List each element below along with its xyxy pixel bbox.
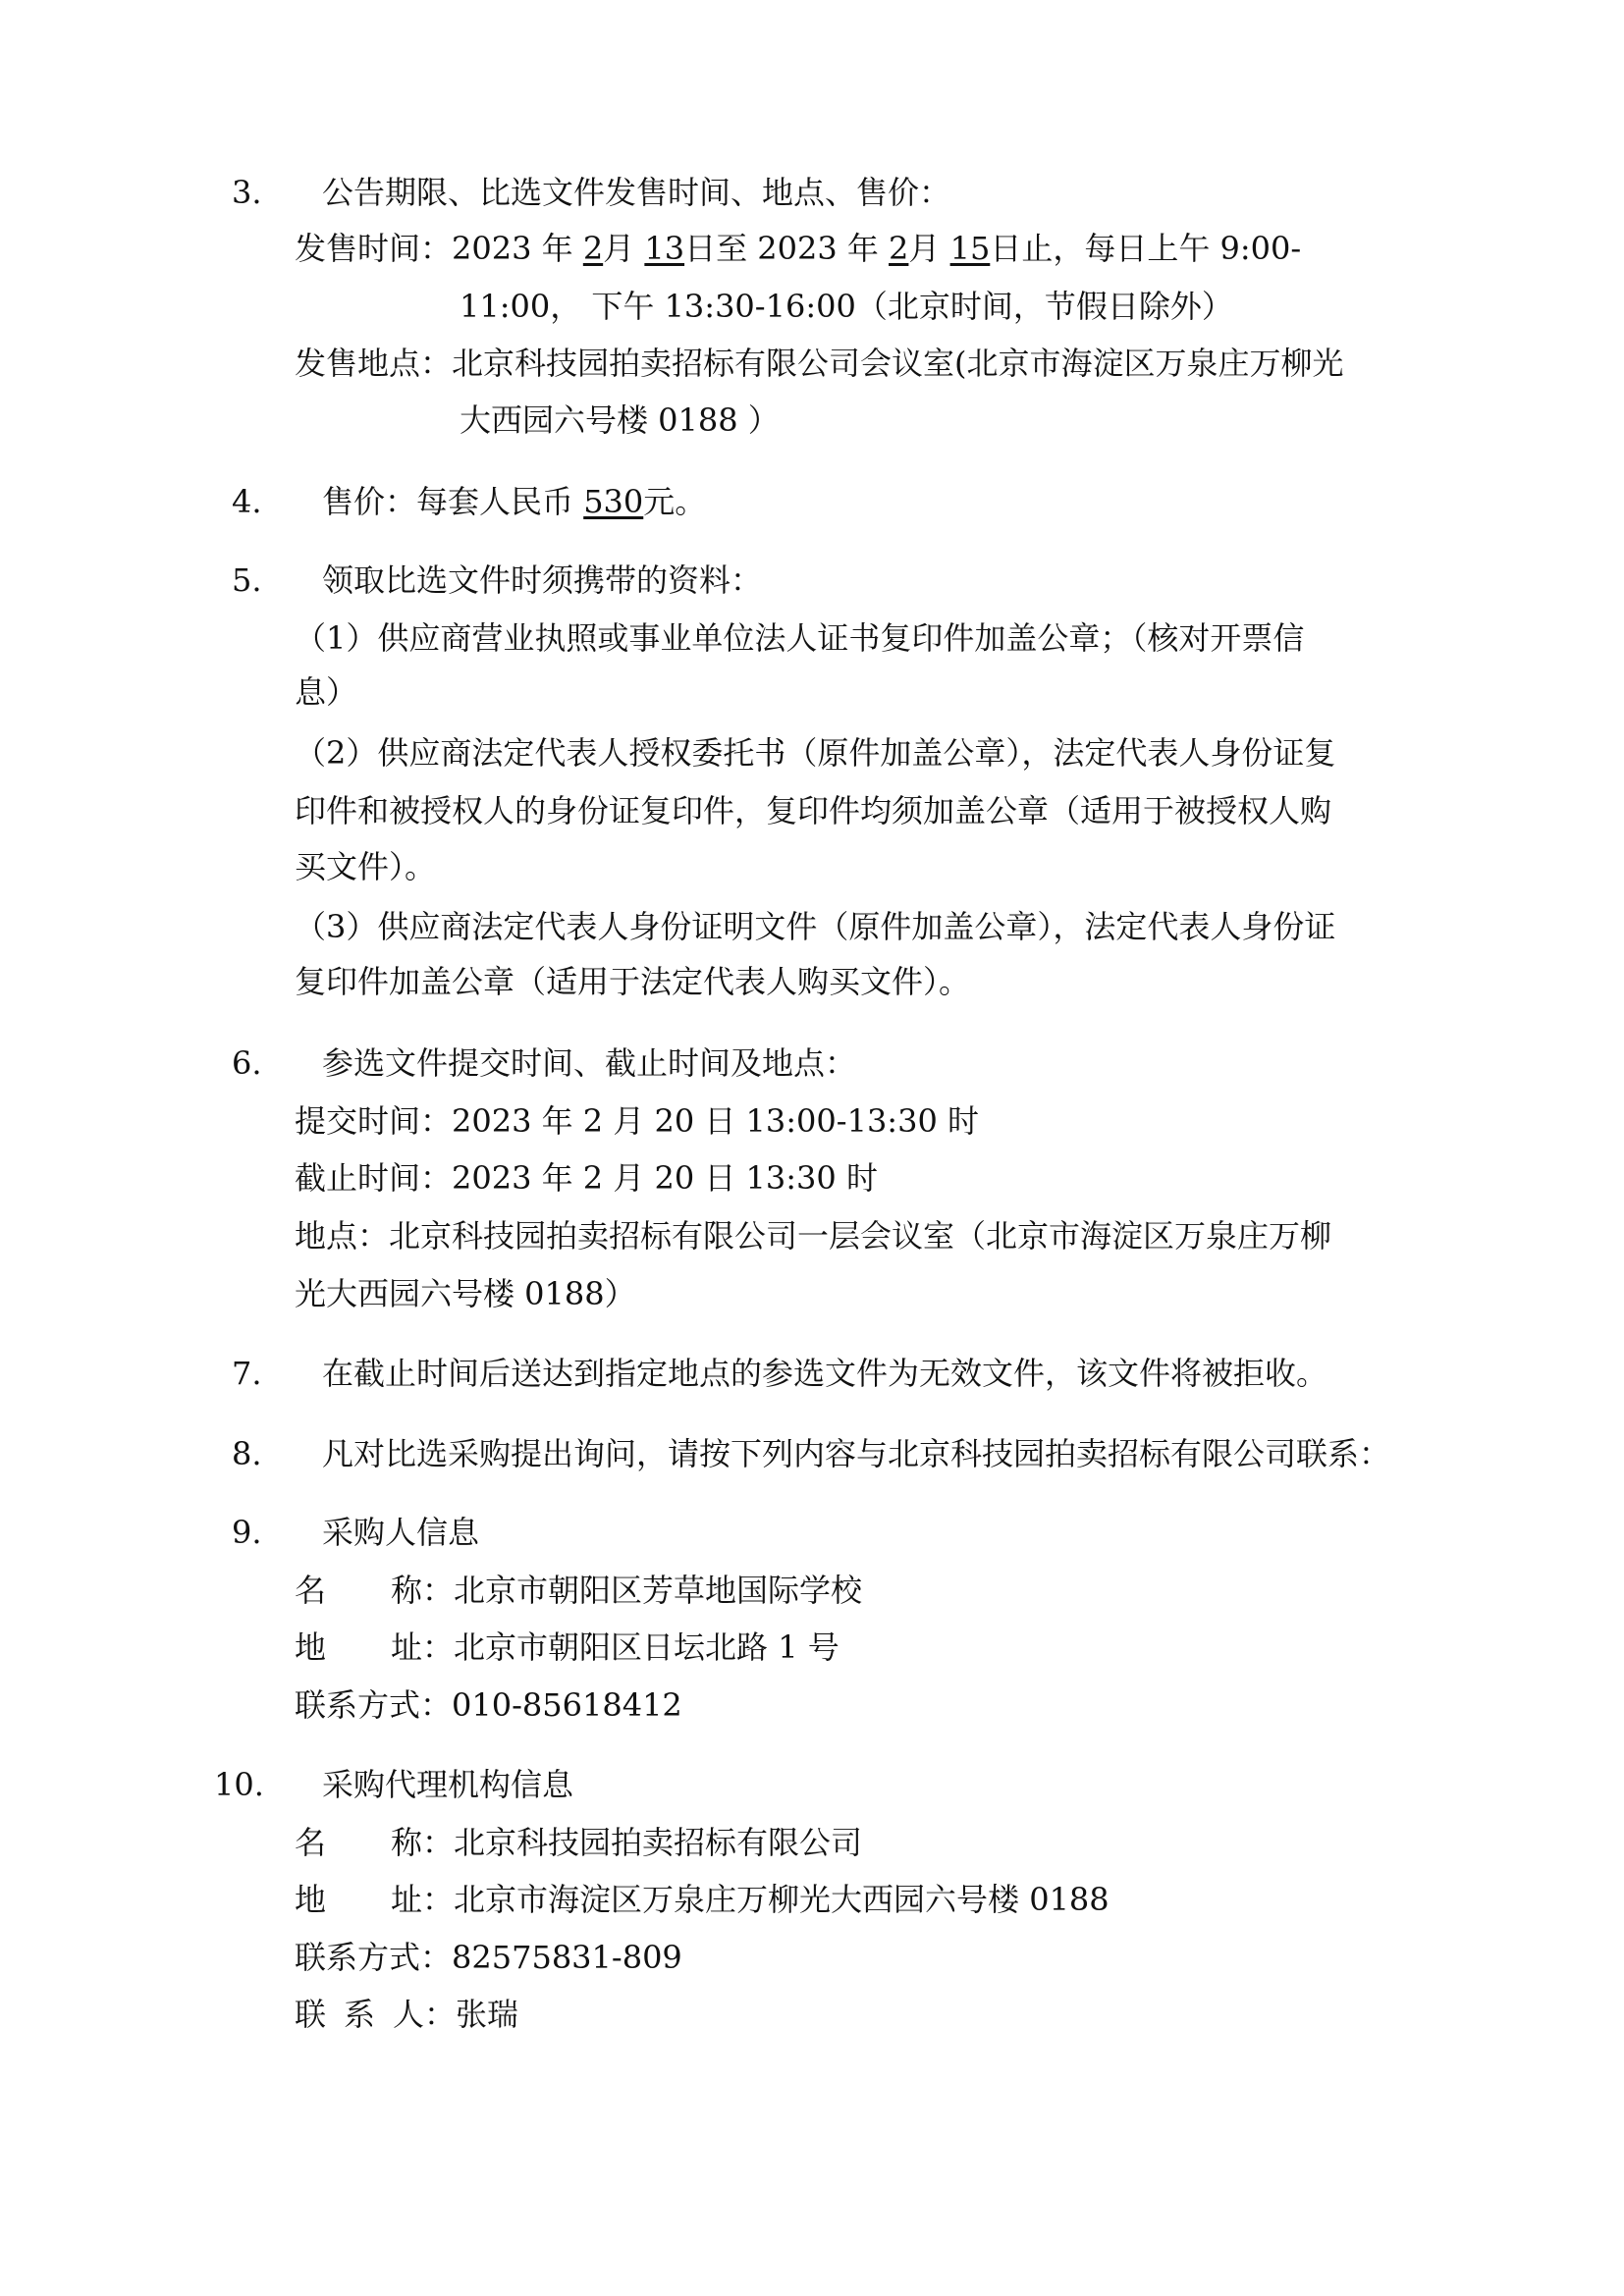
underlined-value: 13 bbox=[644, 230, 685, 267]
agency-address bbox=[295, 1880, 1110, 1919]
item-number: 3. bbox=[232, 174, 262, 211]
item-number: 5. bbox=[232, 561, 262, 599]
sale-place-continued: 大西园六号楼 0188 ） bbox=[460, 401, 780, 439]
text: 月 bbox=[603, 230, 645, 267]
text: 2023 年 bbox=[452, 230, 583, 267]
item-number: 6. bbox=[232, 1044, 262, 1082]
item-title: 采购代理机构信息 bbox=[322, 1766, 574, 1803]
purchaser-address bbox=[295, 1628, 839, 1667]
deadline: 截止时间：2023 年 2 月 20 日 13:30 时 bbox=[295, 1159, 878, 1197]
underlined-value: 2 bbox=[582, 230, 604, 267]
label: 联系方式： bbox=[295, 1939, 453, 1976]
sale-time bbox=[295, 229, 1301, 268]
text: 月 bbox=[908, 230, 950, 267]
label: 地 bbox=[295, 1629, 327, 1666]
item-number: 7. bbox=[232, 1355, 262, 1392]
sale-time-continued: 11:00， 下午 13:30-16:00（北京时间，节假日除外） bbox=[460, 288, 1233, 325]
label: 名 bbox=[295, 1824, 327, 1861]
value: 北京市海淀区万泉庄万柳光大西园六号楼 0188 bbox=[454, 1881, 1110, 1918]
label: 名 bbox=[295, 1572, 327, 1609]
item-title: 领取比选文件时须携带的资料： bbox=[322, 561, 763, 599]
label: 联 bbox=[295, 1996, 327, 2033]
item-number: 10. bbox=[214, 1766, 264, 1803]
doc-line: （1）供应商营业执照或事业单位法人证书复印件加盖公章；（核对开票信 bbox=[295, 619, 1305, 657]
value: 010-85618412 bbox=[452, 1686, 682, 1724]
sale-time-label: 发售时间： bbox=[295, 230, 453, 267]
sale-place-label: 发售地点： bbox=[295, 345, 453, 382]
price-value: 530 bbox=[583, 483, 644, 520]
item-title: 采购人信息 bbox=[322, 1514, 480, 1551]
value: 北京市朝阳区日坛北路 1 号 bbox=[454, 1629, 839, 1666]
value: 张瑞 bbox=[456, 1996, 519, 2033]
sale-place bbox=[295, 344, 1344, 383]
label: 址： bbox=[391, 1629, 455, 1666]
label: 称： bbox=[391, 1824, 455, 1861]
text: 日至 2023 年 bbox=[684, 230, 890, 267]
underlined-value: 2 bbox=[889, 230, 909, 267]
doc-line: 息） bbox=[295, 673, 358, 711]
purchaser-contact bbox=[295, 1685, 682, 1725]
label: 地 bbox=[295, 1881, 327, 1918]
text: 售价：每套人民币 bbox=[322, 483, 584, 520]
underlined-value: 15 bbox=[949, 230, 991, 267]
doc-line: 复印件加盖公章（适用于法定代表人购买文件）。 bbox=[295, 963, 971, 1000]
label: 址： bbox=[391, 1881, 455, 1918]
agency-name bbox=[295, 1823, 862, 1862]
item-number: 9. bbox=[232, 1514, 262, 1551]
sale-place-value: 北京科技园拍卖招标有限公司会议室(北京市海淀区万泉庄万柳光 bbox=[452, 345, 1344, 382]
doc-line: 买文件）。 bbox=[295, 848, 437, 885]
item-number: 4. bbox=[232, 483, 262, 520]
value: 82575831-809 bbox=[452, 1939, 682, 1976]
price-line bbox=[322, 482, 706, 521]
item-number: 8. bbox=[232, 1435, 262, 1472]
doc-line: （2）供应商法定代表人授权委托书（原件加盖公章），法定代表人身份证复 bbox=[295, 734, 1336, 772]
doc-line: （3）供应商法定代表人身份证明文件（原件加盖公章），法定代表人身份证 bbox=[295, 908, 1336, 945]
agency-contact bbox=[295, 1938, 682, 1977]
label: 联系方式： bbox=[295, 1686, 453, 1724]
item-title: 在截止时间后送达到指定地点的参选文件为无效文件，该文件将被拒收。 bbox=[322, 1355, 1328, 1392]
value: 北京科技园拍卖招标有限公司 bbox=[454, 1824, 863, 1861]
text: 元。 bbox=[643, 483, 707, 520]
item-title: 凡对比选采购提出询问，请按下列内容与北京科技园拍卖招标有限公司联系： bbox=[322, 1435, 1391, 1472]
text: 日止，每日上午 9:00- bbox=[990, 230, 1302, 267]
doc-line: 印件和被授权人的身份证复印件，复印件均须加盖公章（适用于被授权人购 bbox=[295, 792, 1332, 829]
label: 系 bbox=[344, 1996, 376, 2033]
submit-time: 提交时间：2023 年 2 月 20 日 13:00-13:30 时 bbox=[295, 1102, 979, 1140]
label: 称： bbox=[391, 1572, 455, 1609]
purchaser-name bbox=[295, 1571, 862, 1610]
item-title: 公告期限、比选文件发售时间、地点、售价： bbox=[322, 174, 951, 211]
location-continued: 光大西园六号楼 0188） bbox=[295, 1275, 636, 1312]
value: 北京市朝阳区芳草地国际学校 bbox=[454, 1572, 863, 1609]
agency-person bbox=[295, 1995, 518, 2034]
item-title: 参选文件提交时间、截止时间及地点： bbox=[322, 1044, 857, 1082]
label: 人： bbox=[393, 1996, 457, 2033]
location: 地点：北京科技园拍卖招标有限公司一层会议室（北京市海淀区万泉庄万柳 bbox=[295, 1217, 1332, 1255]
